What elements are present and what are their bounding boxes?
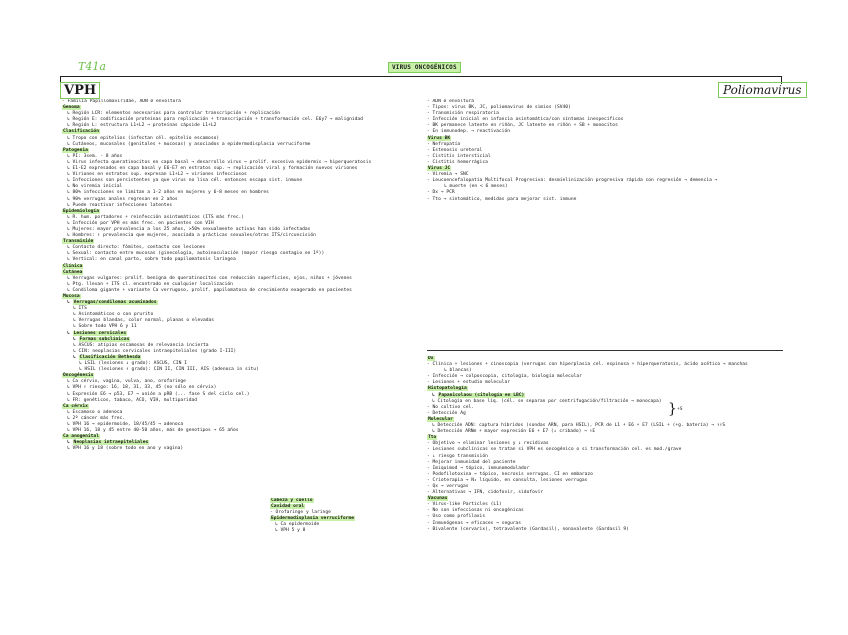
note-line: ↳ FR: genéticos, tabaco, ACO, VIH, multiparidad <box>67 397 197 403</box>
vph-heading: VPH <box>60 82 100 99</box>
note-line: ↳ Ca epidermoide <box>275 522 320 528</box>
note-line: ↳ Detección ADN: captura híbridos (sondas ARN, para HSIL), PCR de L1 + E6 + E7 (LSIL + (+g. batería) → ↑↑S <box>432 423 726 429</box>
note-line: Virus BK <box>428 135 451 141</box>
note-line: ↳ PI: 3sem. - 8 años <box>67 153 123 159</box>
note-line: ↳ Región E: codificación proteínas para replicación + transcripción + transformación cel. E6y7 → malignidad <box>67 117 363 123</box>
note-line: ↳ CIN: neoplasias cervicales intraepiteliales (grado I-III) <box>73 348 237 354</box>
note-line: ↳ E1-E2 expresados en capa basal y E6-E7 en estratos sup. → replicación viral y formación nuevos viriones <box>67 166 358 172</box>
note-line: ↳ VPH 16 → epidermoide, 18/45/45 → adenoca <box>67 421 184 427</box>
note-line: ↳ Infecciones son persistentes ya que virus no lisa cél. entonces escapa sist. inmune <box>67 178 303 184</box>
note-line: - Viremia → SNC <box>427 172 469 178</box>
note-line: ↳ Condiloma gigante + variante Ca verrugoso, prolif. papilomatosa de crecimiento exagerado en pacientes <box>67 287 352 293</box>
note-line: - Clínica + lesiones + cinoscopia (verrugas con hiperplasia cel. espinosa + hiperqueratosis, ácido acético → manchas <box>427 362 748 368</box>
note-line: - Podofilotoxina → tópico, necrosis verrugas. CI en embarazo <box>427 471 593 477</box>
note-line: ↳ Vertical: en canal parto, sobre todo papilomatosis laríngea <box>67 257 236 263</box>
note-line: ↳ Expresión E6 → p53, E7 → unión a pRB (... fase S del ciclo cel.) <box>67 391 250 397</box>
note-line: ↳ Mujeres: mayor prevalencia a los 25 años, >50% sexualmente activas han sido infectadas <box>67 226 311 232</box>
note-line: ↳ VPH 5 y 8 <box>275 528 306 534</box>
note-line: - Transmisión respiratoria <box>427 111 499 117</box>
note-line: Ca cérvix <box>63 403 88 409</box>
note-line: - Objetivo → eliminar lesiones y ↓ recidivas <box>427 441 549 447</box>
note-line: ↳ Sexual: contacto entre mucosas (ginecología, autoinoculación (mayor riesgo contagio en 1º)) <box>67 251 325 257</box>
note-line: - Estenosis ureteral <box>427 147 483 153</box>
vph-head-neck-notes <box>270 498 420 548</box>
note-line: ↳ Puede reactivar infecciones latentes <box>67 202 173 208</box>
note-line: ↳ Formas subclínicas <box>73 336 130 342</box>
note-line: ↳ LSIL (lesiones ↓ grado): ASCUS, CIN I <box>79 361 187 367</box>
note-line: - Alternativas → IFN, cidofovir, sidofovir <box>427 490 544 496</box>
note-line: Epidermodisplasia verruciforme <box>271 516 354 522</box>
section-divider <box>427 350 783 351</box>
note-line: ↳ R. hum. portadores + reinfección asintomáticos (ITS más frec.) <box>67 214 245 220</box>
note-line: - Inmunógenas → eficaces → seguras <box>427 520 522 526</box>
note-line: ↳ 2º cáncer más frec. <box>67 415 126 421</box>
note-line: ↳ Verrugas vulgares: prolif. benigna de queratinocitos con reducción superficies, ojos, niños + jóvenes <box>67 275 352 281</box>
page-title: VIRUS ONCOGÉNICOS <box>388 62 461 73</box>
note-line: Dx <box>428 356 434 361</box>
poliomavirus-notes <box>427 99 782 239</box>
note-line: - Detección Ag <box>427 410 466 416</box>
note-line: ↳ muerte (en < 6 meses) <box>444 184 508 190</box>
note-line: ↳ VPH 16, 18 y 45 entre 40-50 años, más de genotipos → 65 años <box>67 428 239 434</box>
brace-note: +S <box>677 407 683 412</box>
note-line: - ADN ∅ envoltura <box>427 99 475 104</box>
note-line: ↳ Ca cérvix, vagina, vulva, ano, orofaringe <box>67 379 186 385</box>
note-line: ↳ Asintomáticos o con prurito <box>73 312 154 318</box>
note-line: Cutánea <box>63 269 83 275</box>
note-line: - Imiquimod → tópico, inmunomodulador <box>427 465 530 471</box>
header-divider <box>60 76 782 77</box>
note-line: ↳ Virus infecta queratinocitos en capa basal → desarrollo virus → prolif. excesiva epidermis → hiperqueratosis <box>67 159 372 165</box>
note-line: - No son infecciosas ni oncogénicas <box>427 508 524 514</box>
note-line: - Leucoencefalopatía Multifocal Progresiva: desmielinización progresiva rápida con regresión → demencia → <box>427 178 718 184</box>
note-line: - No cultivo cel. <box>427 404 475 410</box>
note-line: Epidemiología <box>63 208 99 214</box>
note-line: Oncogénesis <box>63 373 94 379</box>
note-line: ↳ Lesiones cervicales <box>67 330 127 336</box>
note-line: ↳ Papanicolaou (citología en LBC) <box>432 392 525 398</box>
note-line: Virus JC <box>428 166 451 172</box>
dx-treatment-notes <box>427 356 783 566</box>
note-line: ↳ 80% infecciones se limitan a 1-2 años en mujeres y 6-8 meses en hombres <box>67 190 269 196</box>
note-line: ↳ Neoplasias intraepiteliales <box>67 440 149 446</box>
note-line: ↳ Cutáneos, mucosales (genitales + mucosas) y asociados a epidermodisplasia verruciforme <box>67 141 311 147</box>
note-line: - BK permanece latente en riñón, JC latente en riñón + SB + monocitos <box>427 123 618 129</box>
note-line: ↳ VPH 16 y 18 (sobre todo en ano y vagina) <box>67 446 184 452</box>
poliomavirus-heading: Poliomavirus <box>718 82 807 98</box>
note-line: - Orofaringe y laringe <box>270 510 331 516</box>
note-line: ↳ Citología en base líq. (cél. se separan por centrifugación/filtración → monocapa) <box>432 398 662 404</box>
note-line: ↳ Región L: estructura L1+L2 → proteínas cápside L1+L2 <box>67 123 217 129</box>
note-line: - Nefropatía <box>427 141 461 147</box>
note-line: Mucosa <box>63 294 80 299</box>
note-line: ↳ Sobre todo VPH 6 y 11 <box>73 324 137 330</box>
note-line: Patogenia <box>63 147 88 153</box>
note-line: Cabeza y cuello <box>271 498 313 503</box>
note-line: - Cistitis hemorrágica <box>427 159 488 165</box>
note-line: - Lesiones + estudio molecular <box>427 380 510 386</box>
note-line: - Mejorar inmunidad del paciente <box>427 459 516 465</box>
note-line: ↳ Verrugas blandas, color normal, planas o elevadas <box>73 318 215 324</box>
note-line: Transmisión <box>63 239 94 245</box>
note-line: - Cistitis intersticial <box>427 153 491 159</box>
note-line: - Uso como profilaxis <box>427 514 486 520</box>
note-line: ↳ Detección ARNm + mayor expresión E6 + E7 (↓ cribado) → ↑E <box>432 429 596 435</box>
note-line: ↳ Clasificación Bethesda <box>73 354 141 360</box>
note-line: ↳ Escamoso o adenoca <box>67 409 123 415</box>
note-line: - Infección → colposcopia, citología, biología molecular <box>427 374 582 380</box>
note-line: ↳ 90% verrugas anales regresan en 2 años <box>67 196 178 202</box>
note-line: ↳ HSIL (lesiones ↑ grado): CIN II, CIN III, AIS (adenoca in situ) <box>79 367 259 373</box>
note-line: - ↓ riesgo transmisión <box>427 453 488 459</box>
note-line: ↳ VPH ↑ riesgo: 16, 18, 31, 33, 45 (no sólo en cérvix) <box>67 385 217 391</box>
note-line: Clasificación <box>63 129 99 135</box>
note-line: - Qx → verrugas <box>427 483 469 489</box>
note-line: ↳ Región LCR: elementos necesarios para controlar transcripción + replicación <box>67 111 280 117</box>
brace-mark: } <box>668 401 677 417</box>
note-line: ↳ Hombres: ↑ prevalencia que mujeres, asociada a prácticas sexuales/otras ITS/circuncisión <box>67 233 316 239</box>
vph-notes <box>62 99 418 561</box>
note-line: - Lesiones subclínicas se tratan si VPH es oncogénico o si transformación cel. es mod./grave <box>427 447 682 453</box>
note-line: - Crioterapia → N₂ líquido, en consulta, lesiones verrugas <box>427 477 588 483</box>
note-line: - Virus-like Particles (L1) <box>427 502 502 508</box>
note-line: ↳ Viriones en estratos sup. expresan L1+L2 → viriones infecciosos <box>67 172 247 178</box>
note-line: ↳ ITS <box>73 306 87 312</box>
note-line: Tto <box>428 435 437 441</box>
note-line: Ca anogenital <box>63 434 99 440</box>
note-line: Genoma <box>63 105 80 111</box>
note-line: Histopatología <box>428 386 467 392</box>
note-line: - Bivalente (cervarix), tetravalente (Gardasil), nonavalente (Gardasil 9) <box>427 526 629 532</box>
note-line: ↳ Contacto directo: fómites, contacto con lesiones <box>67 245 206 251</box>
note-line: Clínica <box>63 263 83 269</box>
note-line: Vacunas <box>428 496 448 502</box>
note-line: ↳ No viremia inicial <box>67 184 123 190</box>
note-line: ↳ ASCUS: atípias escamosas de relevancia incierta <box>73 342 209 348</box>
note-line: ↳ Tropo con epitelios (infectan cél. epitelio escamoso) <box>67 135 220 141</box>
note-line: ↳ Verrugas/condilomas acuminados <box>67 300 157 306</box>
note-line: - Tipos: virus BK, JC, poliomavirus de simios (SV40) <box>427 105 571 111</box>
note-line: ↳ blancas) <box>444 368 472 374</box>
note-line: Cavidad oral <box>271 504 305 510</box>
note-line: Molecular <box>428 416 453 422</box>
note-line: ↳ Ptg. llevan + ITS cl. encontrado en cualquier localización <box>67 281 233 287</box>
note-line: - Infección inicial en infancia asintomática/con síntomas inespecíficos <box>427 117 624 123</box>
note-line: ↳ Infección por VPH es más frec. en pacientes con VIH <box>67 220 214 226</box>
note-line: - Dx → PCR <box>427 190 455 196</box>
note-line: - En inmunodep. → reactivación <box>427 129 510 135</box>
topic-tag: T41a <box>78 60 106 73</box>
note-line: - Familia Papillomaviridae, ADN ∅ envoltura <box>62 99 181 104</box>
note-line: - Tto → sintomático, medidas para mejorar sist. inmune <box>427 196 577 202</box>
